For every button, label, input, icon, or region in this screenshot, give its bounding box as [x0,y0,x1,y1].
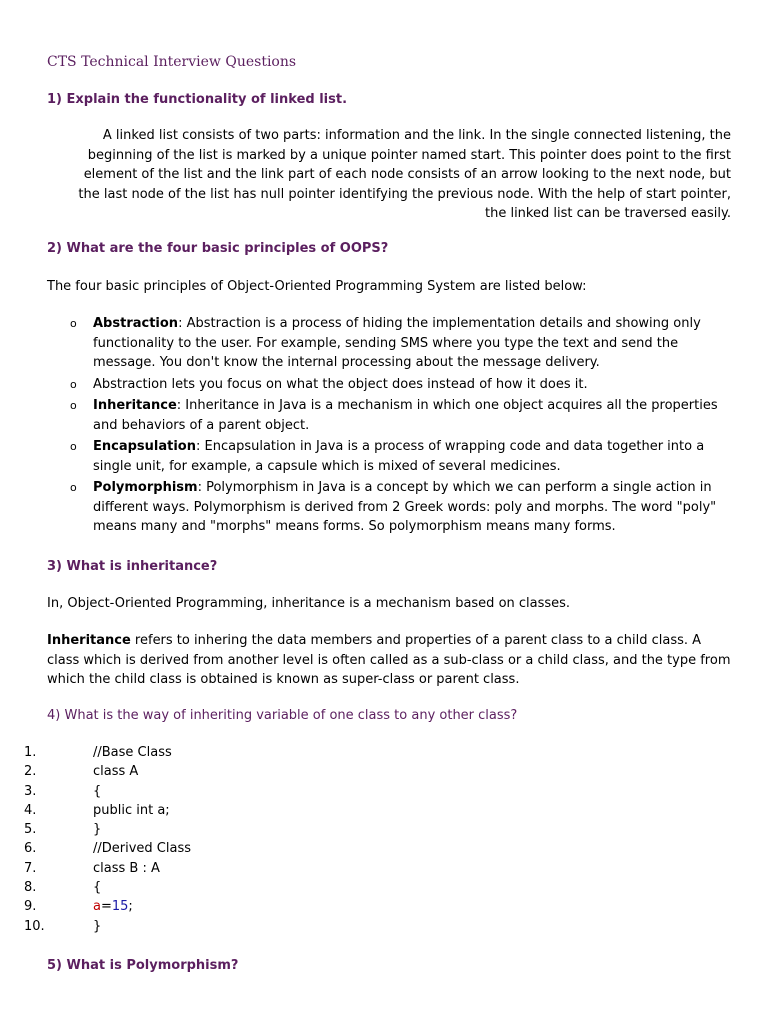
list-item [70,375,730,395]
term-description: Abstraction lets you focus on what the object does instead of how it does it. [93,376,588,392]
bullet-icon: o [70,317,77,330]
code-text: class A [93,764,139,780]
line-number: 4. [24,802,37,818]
code-text: } [93,918,102,934]
list-item [70,437,730,476]
paragraph-text: refers to inhering the data members and properties of a parent class to a child class. A class which is derived from another level is often called as a sub-class or a child class, and the type from which the child class is obtained is known as super-class or parent class. [47,633,731,687]
answer-line: the last node of the list has null pointer identifying the previous node. With the help of start pointer, [78,187,731,202]
list-item [70,396,730,435]
code-terminator: ; [128,899,133,915]
code-text: //Base Class [93,745,172,760]
bullet-icon: o [70,440,77,453]
code-text: { [93,783,102,799]
line-number: 3. [24,783,37,799]
line-number: 6. [24,841,37,857]
question-1-heading: 1) Explain the functionality of linked list. [47,92,348,107]
code-text: { [93,880,102,896]
question-2-heading: 2) What are the four basic principles of OOPS? [47,241,389,256]
line-number: 2. [24,764,37,780]
answer-line: beginning of the list is marked by a unique pointer named start. This pointer does point to the first [87,148,731,163]
question-3-paragraph-2 [47,631,737,690]
term: Encapsulation [93,439,196,454]
question-5-heading: 5) What is Polymorphism? [47,958,239,973]
question-4-heading: 4) What is the way of inheriting variable of one class to any other class? [47,708,518,723]
code-text: class B : A [93,860,160,876]
answer-line: the linked list can be traversed easily. [484,206,731,221]
line-number: 9. [24,899,37,915]
list-item [70,314,730,373]
code-text: public int a; [93,802,170,818]
term: Inheritance [47,633,131,648]
code-text: //Derived Class [93,841,192,857]
line-number: 5. [24,822,37,838]
code-text: } [93,822,102,838]
line-number: 7. [24,860,37,876]
term: Inheritance [93,398,177,413]
question-3-heading: 3) What is inheritance? [47,559,218,574]
code-operator: = [100,899,112,915]
term-description: : Inheritance in Java is a mechanism in which one object acquires all the properties and behaviors of a parent object. [93,398,718,433]
term-description: : Abstraction is a process of hiding the implementation details and showing only functionality to the user. For example, sending SMS where you type the text and send the message. You don't know the internal processing about the message delivery. [93,316,701,370]
bullet-icon: o [70,399,77,412]
question-3-paragraph-1: In, Object-Oriented Programming, inheritance is a mechanism based on classes. [47,596,571,611]
term-description: : Encapsulation in Java is a process of wrapping code and data together into a single unit, for example, a capsule which is mixed of several medicines. [93,439,705,474]
principles-list [70,314,730,539]
answer-line: element of the list and the link part of each node consists of an arrow looking to the next node, but [83,167,731,182]
code-text [93,897,133,916]
document-title: CTS Technical Interview Questions [47,54,297,70]
line-number: 10. [24,918,45,934]
bullet-icon: o [70,377,77,391]
term-description: : Polymorphism in Java is a concept by which we can perform a single action in different ways. Polymorphism is derived from 2 Greek words: poly and morphs. The word "poly" means many and "morphs" means forms. So polymorphism means many forms. [93,480,717,534]
line-number: 1. [24,745,37,760]
bullet-icon: o [70,481,77,494]
term: Polymorphism [93,480,198,495]
code-value: 15 [111,899,129,915]
list-item [70,478,730,537]
question-2-intro: The four basic principles of Object-Oriented Programming System are listed below: [47,279,587,294]
line-number: 8. [24,880,37,896]
code-variable: a [93,899,101,915]
answer-line: A linked list consists of two parts: information and the link. In the single connected listening, the [102,128,731,143]
term: Abstraction [93,316,179,331]
